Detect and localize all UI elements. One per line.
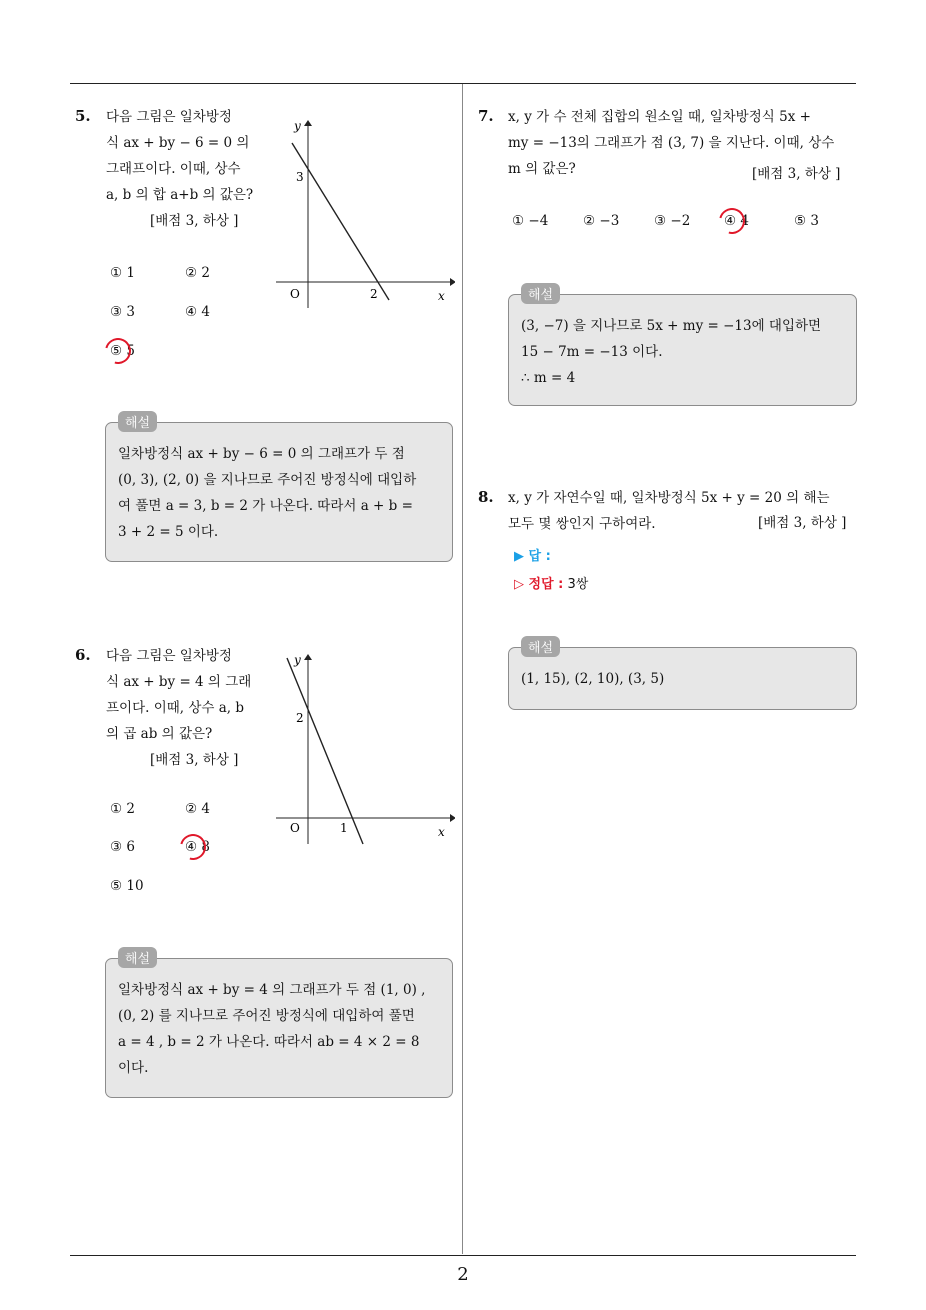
- choice-1[interactable]: ① −4: [512, 213, 549, 229]
- y-label: y: [294, 119, 301, 133]
- choice-marker: ④: [185, 839, 198, 855]
- top-rule: [70, 83, 856, 84]
- x-label: x: [438, 289, 445, 303]
- text-line: 프이다. 이때, 상수 a, b: [106, 700, 245, 716]
- y-intercept-label: 2: [296, 711, 304, 725]
- solution-box: [508, 641, 857, 710]
- text-line: 식 ax + by − 6 = 0 의: [106, 135, 250, 151]
- text-line: 여 풀면 a = 3, b = 2 가 나온다. 따라서 a + b =: [118, 498, 413, 514]
- x-axis-arrow: [450, 278, 455, 286]
- text-line: (0, 3), (2, 0) 을 지나므로 주어진 방정식에 대입하: [118, 472, 417, 488]
- solution-label: 해설: [118, 411, 157, 432]
- text-line: 일차방정식 ax + by − 6 = 0 의 그래프가 두 점: [118, 446, 405, 462]
- origin-label: O: [290, 821, 300, 835]
- text-line: a = 4 , b = 2 가 나온다. 따라서 ab = 4 × 2 = 8: [118, 1034, 420, 1050]
- y-axis-arrow: [304, 120, 312, 126]
- y-intercept-label: 3: [296, 170, 304, 184]
- choice-3[interactable]: ③ 6: [110, 839, 135, 855]
- text-line: a, b 의 합 a+b 의 값은?: [106, 187, 254, 203]
- choice-marker: ⑤: [110, 343, 123, 359]
- choice-2[interactable]: ② 4: [185, 801, 210, 817]
- choice-4[interactable]: ④ 4: [185, 304, 210, 320]
- answer-mark-circle: [714, 203, 750, 239]
- solution-text: [521, 313, 844, 391]
- text-line: 모두 몇 쌍인지 구하여라.: [508, 516, 656, 532]
- x-intercept-label: 1: [340, 821, 348, 835]
- choice-5[interactable]: ⑤ 3: [794, 213, 819, 229]
- choice-value: 5: [126, 343, 135, 359]
- y-label: y: [294, 653, 301, 667]
- answer-mark-circle: [100, 333, 136, 369]
- text-line: (0, 2) 를 지나므로 주어진 방정식에 대입하여 풀면: [118, 1008, 415, 1024]
- column-divider: [462, 84, 463, 1254]
- graph-q5: [270, 114, 455, 314]
- y-axis-arrow: [304, 654, 312, 660]
- text-line: 다음 그림은 일차방정: [106, 648, 232, 664]
- graph-line: [292, 143, 389, 300]
- text-line: x, y 가 자연수일 때, 일차방정식 5x + y = 20 의 해는: [508, 490, 830, 506]
- solution-label: 해설: [118, 947, 157, 968]
- text-line: 15 − 7m = −13 이다.: [521, 344, 663, 360]
- question-number: 6.: [75, 646, 91, 664]
- text-line: 식 ax + by = 4 의 그래: [106, 674, 252, 690]
- answer-mark-circle: [175, 829, 211, 865]
- correct-label: ▷ 정답 :: [514, 577, 564, 592]
- choice-2[interactable]: ② 2: [185, 265, 210, 281]
- text-line: 3 + 2 = 5 이다.: [118, 524, 219, 540]
- text-line: m 의 값은?: [508, 161, 576, 177]
- choice-1[interactable]: ① 2: [110, 801, 135, 817]
- text-line: x, y 가 수 전체 집합의 원소일 때, 일차방정식 5x +: [508, 109, 811, 125]
- bottom-rule: [70, 1255, 856, 1256]
- question-text: [106, 643, 261, 773]
- answer-label: ▶ 답 :: [514, 549, 551, 564]
- choice-1[interactable]: ① 1: [110, 265, 135, 281]
- text-line: my = −13의 그래프가 점 (3, 7) 을 지난다. 이때, 상수: [508, 135, 835, 151]
- page-number: 2: [457, 1264, 469, 1285]
- score-label: [배점 3, 하상 ]: [758, 515, 847, 531]
- question-number: 5.: [75, 107, 91, 125]
- question-number: 7.: [478, 107, 494, 125]
- text-line: 의 곱 ab 의 값은?: [106, 726, 213, 742]
- graph-line: [287, 658, 363, 844]
- choice-value: 4: [740, 213, 749, 229]
- choice-3[interactable]: ③ −2: [654, 213, 691, 229]
- question-text: [106, 104, 261, 234]
- solution-text: [521, 666, 844, 692]
- solution-box: [508, 288, 857, 406]
- text-line: 일차방정식 ax + by = 4 의 그래프가 두 점 (1, 0) ,: [118, 982, 426, 998]
- graph-q6: [270, 648, 455, 848]
- solution-box: [105, 952, 453, 1098]
- text-line: 다음 그림은 일차방정: [106, 109, 232, 125]
- score-label: [배점 3, 하상 ]: [752, 166, 841, 182]
- text-line: 그래프이다. 이때, 상수: [106, 161, 241, 177]
- score-label: [배점 3, 하상 ]: [150, 213, 239, 229]
- question-number: 8.: [478, 488, 494, 506]
- x-axis-arrow: [450, 814, 455, 822]
- correct-value: 3쌍: [567, 577, 589, 592]
- score-label: [배점 3, 하상 ]: [150, 752, 239, 768]
- solution-text: [118, 441, 440, 545]
- solution-label: 해설: [521, 636, 560, 657]
- solution-text: [118, 977, 440, 1081]
- x-label: x: [438, 825, 445, 839]
- text-line: (3, −7) 을 지나므로 5x + my = −13에 대입하면: [521, 318, 822, 334]
- x-intercept-label: 2: [370, 287, 378, 301]
- origin-label: O: [290, 287, 300, 301]
- correct-answer: [514, 573, 588, 592]
- solution-box: [105, 416, 453, 562]
- solution-label: 해설: [521, 283, 560, 304]
- choice-2[interactable]: ② −3: [583, 213, 620, 229]
- text-line: 이다.: [118, 1060, 149, 1076]
- choice-5[interactable]: ⑤ 10: [110, 878, 144, 894]
- choice-3[interactable]: ③ 3: [110, 304, 135, 320]
- choice-value: 8: [201, 839, 210, 855]
- text-line: ∴ m = 4: [521, 370, 576, 386]
- text-line: (1, 15), (2, 10), (3, 5): [521, 671, 665, 687]
- choice-marker: ④: [724, 213, 737, 229]
